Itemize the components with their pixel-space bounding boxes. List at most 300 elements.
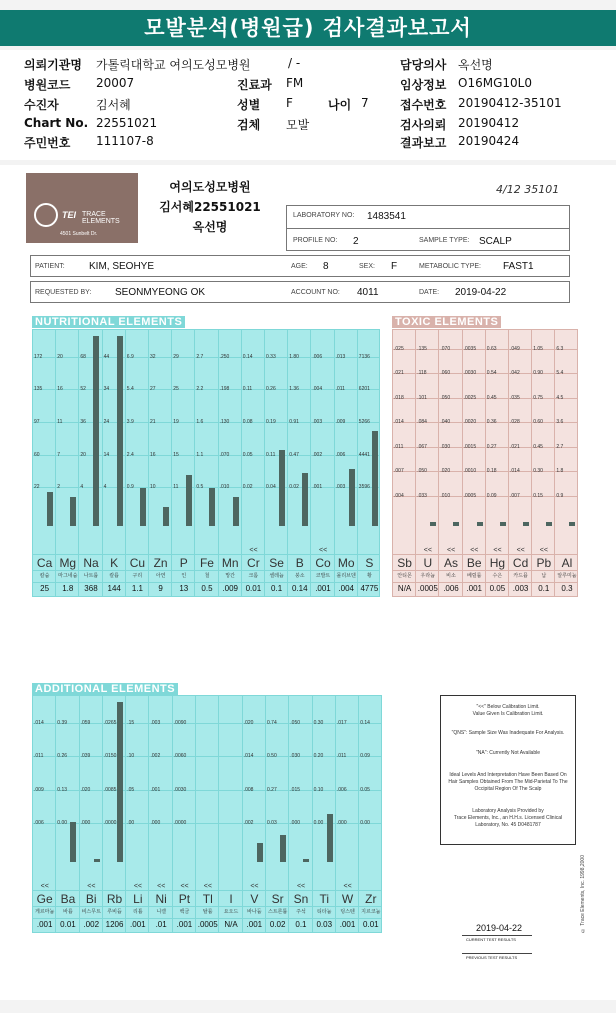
tick-label: .130 [219,419,230,425]
element-korean-name: 황 [366,573,372,579]
tick-label: 0.14 [360,720,370,726]
doctor-value: 옥선명 [458,58,493,72]
result-value: 20190424 [458,134,520,148]
element-symbol: Na [83,556,99,570]
tick-label: 0.05 [360,787,370,793]
element-result: .002 [83,920,100,929]
tick-label: 172 [34,354,43,360]
element-bar [569,522,575,526]
limit-mark: << [296,883,306,890]
element-symbol: Co [315,556,331,570]
account-label: ACCOUNT NO: [291,289,340,296]
element-korean-name: 알루미늄 [557,573,577,579]
element-bar [327,814,333,862]
element-korean-name: 우라늄 [420,573,436,579]
age-label: 나이 [328,98,352,112]
tick-label: .050 [440,395,451,401]
tick-label: 0.09 [360,753,370,759]
element-korean-name: 붕소 [294,573,305,579]
stamp-line-3: 옥선명 [192,220,228,234]
lab-info-box [286,205,570,251]
tick-label: 1.80 [289,354,299,360]
tick-label: .00 [127,820,135,826]
element-bar [209,488,215,526]
tick-label: 3596 [358,484,370,490]
element-bar [523,522,529,526]
tick-label: 16 [57,386,63,392]
tick-label: 0.75 [533,395,543,401]
element-symbol: Hg [489,556,506,570]
element-symbol: Se [269,556,284,570]
element-result: 1206 [105,920,124,929]
tick-label: 24 [103,419,110,425]
lab-report-scan [0,165,616,1000]
element-korean-name: 루비듐 [107,909,122,915]
element-symbol: Cd [512,556,529,570]
tick-label: 2.7 [196,354,204,360]
account-value: 4011 [357,287,379,298]
tick-label: 97 [34,419,40,425]
element-korean-name: 스트론튬 [267,909,288,915]
element-symbol: Pt [178,892,191,906]
tick-label: .084 [417,419,427,425]
tick-label: .0035 [463,346,477,352]
specimen-label: 검체 [237,118,261,132]
tick-label: .0000 [103,820,117,826]
tick-label: 21 [150,419,156,425]
element-result: 0.1 [538,584,550,593]
tick-label: 0.20 [313,753,324,759]
tick-label: 0.19 [266,419,276,425]
tick-label: .0085 [103,787,117,793]
tick-label: .001 [312,484,323,490]
tick-label: 0.60 [533,419,543,425]
tick-label: 2.2 [196,386,204,392]
tick-label: .000 [290,820,301,826]
element-symbol: Be [466,556,482,570]
tick-label: .0015 [463,444,477,450]
element-bar [546,522,552,526]
tick-label: .017 [336,720,347,726]
element-korean-name: 셀레늄 [269,573,284,579]
toxic-title: TOXIC ELEMENTS [392,316,501,328]
element-symbol: Ge [36,892,53,906]
element-korean-name: 탈륨 [202,909,213,915]
tei-logo [26,173,138,243]
sample-label: SAMPLE TYPE: [419,237,470,244]
tick-label: 0.45 [533,444,543,450]
logo-abbr: TEI [62,210,77,220]
additional-chart [32,695,382,933]
element-result: 25 [40,584,50,593]
tick-label: 14 [103,452,110,458]
element-bar [477,522,483,526]
element-korean-name: 칼슘 [39,573,50,579]
tick-label: 0.10 [313,787,324,793]
element-symbol: I [229,892,233,906]
dept-value: FM [286,76,304,90]
tick-label: .007 [510,493,520,499]
element-bar [302,473,308,526]
tick-label: .011 [394,444,404,450]
element-result: 0.5 [201,584,213,593]
tick-label: 0.9 [556,493,564,499]
additional-title: ADDITIONAL ELEMENTS [32,683,178,695]
element-symbol: Ni [155,892,167,906]
tick-label: 0.9 [126,484,134,490]
toxic-chart [392,329,578,597]
request-value: 20190412 [458,116,520,130]
tick-label: 44 [103,354,110,360]
tick-label: .070 [440,346,451,352]
tick-label: 0.27 [267,787,277,793]
tick-label: 0.03 [267,820,277,826]
tick-label: 0.09 [486,493,497,499]
element-symbol: Bi [85,892,97,906]
tick-label: .15 [127,720,135,726]
element-korean-name: 바나듐 [247,909,262,915]
examinee-value: 김서혜 [96,98,131,112]
tick-label: .0265 [103,720,117,726]
limit-mark: << [40,883,49,890]
tick-label: 135 [34,386,43,392]
element-symbol: Mo [337,556,355,570]
tick-label: 0.00 [57,820,68,826]
tick-label: 0.27 [486,444,497,450]
tick-label: 6.9 [126,354,134,360]
element-result: 368 [84,584,98,593]
logo-text: TRACE ELEMENTS [82,211,120,225]
tick-label: 11 [57,419,63,425]
tick-label: 0.39 [57,720,68,726]
element-bar [70,822,76,862]
limit-mark: << [87,883,96,890]
element-symbol: Ba [60,892,76,906]
element-symbol: Cr [247,556,260,570]
requested-value: SEONMYEONG OK [115,287,206,298]
tick-label: .002 [150,753,161,759]
tick-label: 19 [173,419,179,425]
element-symbol: Sn [293,892,309,906]
element-bar [279,450,285,526]
institution-value: 가톨릭대학교 여의도성모병원 [96,58,251,72]
tick-label: .002 [243,820,254,826]
tick-label: 0.18 [486,468,497,474]
tick-label: 0.26 [57,753,68,759]
note-calibration: "<<" Below Calibration Limit. Value Given Is Calibration Limit. [472,704,544,717]
element-result: .006 [443,584,459,593]
note-qns: "QNS": Sample Size Was Inadequate For Analysis. [451,730,565,736]
tick-label: 0.02 [289,484,299,490]
element-symbol: Ca [36,556,53,570]
tick-label: 5.4 [126,386,134,392]
element-result: .001 [246,920,263,929]
tick-label: .006 [34,820,44,826]
tick-label: .030 [290,753,301,759]
element-korean-name: 크롬 [248,573,259,579]
tick-label: 0.04 [266,484,276,490]
tick-label: .0030 [173,787,187,793]
tick-label: .015 [290,787,301,793]
element-result: 0.01 [60,920,76,929]
result-label: 결과보고 [400,136,447,150]
copyright-text: © Trace Elements, Inc. 1998,2000 [580,855,586,933]
element-result: 0.05 [489,584,506,593]
tick-label: 6201 [358,386,370,392]
tick-label: 29 [173,354,179,360]
tick-label: 0.00 [360,820,370,826]
element-result: 0.14 [291,584,308,593]
tick-label: .014 [34,720,44,726]
tick-label: .060 [440,370,451,376]
note-lab: Laboratory Analysis Provided by Trace Elements, Inc., an H.H.s. Licensed Clinical Laboratory, No. 45 D0481787 [453,808,563,828]
tick-label: .020 [80,787,91,793]
element-symbol: Tl [202,892,213,906]
element-symbol: U [423,556,433,570]
tick-label: .020 [243,720,254,726]
element-bar [280,835,286,862]
tick-label: 1.8 [556,468,564,474]
tick-label: 0.11 [242,386,253,392]
element-symbol: As [443,556,458,570]
age-value: 8 [323,261,329,272]
element-bar [257,843,263,862]
element-symbol: Cu [129,556,146,570]
tick-label: 0.05 [242,452,253,458]
tick-label: .014 [243,753,254,759]
element-korean-name: 게르마늄 [34,909,55,915]
tick-label: .006 [336,787,347,793]
tick-label: .000 [150,820,161,826]
element-symbol: Zn [153,556,168,570]
tick-label: 6.3 [556,346,564,352]
clinical-value: O16MG10L0 [458,76,532,90]
element-bar [93,336,99,526]
tick-label: 2.7 [556,444,564,450]
element-korean-name: 백금 [179,909,190,915]
handwritten-note: 4/12 35101 [496,183,560,196]
footer-current: CURRENT TEST RESULTS [466,937,516,942]
element-symbol: Al [561,556,573,570]
tick-label: 36 [80,419,86,425]
element-result: 0.01 [363,920,379,929]
report-title: 모발분석(병원급) 검사결과보고서 [0,10,616,46]
element-symbol: Fe [199,556,214,570]
element-korean-name: 주석 [296,909,306,915]
tick-label: 3.6 [556,419,564,425]
clinical-label: 임상정보 [400,78,447,92]
rrn-label: 주민번호 [24,136,71,150]
metabolic-value: FAST1 [503,261,534,272]
tick-label: 0.74 [267,720,277,726]
element-symbol: Sb [397,556,412,570]
tick-label: .035 [510,395,520,401]
tick-label: 34 [103,386,110,392]
tick-label: 11 [173,484,179,490]
element-korean-name: 마그네슘 [58,573,78,579]
tick-label: 0.26 [266,386,276,392]
patient-value: KIM, SEOHYE [89,261,155,272]
element-result: 9 [158,584,163,593]
sex-value: F [286,96,293,110]
tick-label: .020 [440,468,451,474]
tick-label: 4441 [358,452,370,458]
tick-label: 0.50 [267,753,277,759]
element-symbol: K [110,556,119,570]
tick-label: 0.15 [533,493,543,499]
element-korean-name: 납 [541,573,547,579]
element-korean-name: 안티몬 [397,573,412,579]
doctor-label: 담당의사 [400,58,447,72]
element-korean-name: 칼륨 [109,573,120,579]
element-korean-name: 구리 [132,573,143,579]
tick-label: .009 [34,787,44,793]
element-bar [500,522,506,526]
footer-date: 2019-04-22 [476,923,523,933]
tick-label: .006 [312,354,323,360]
tick-label: .050 [417,468,427,474]
tick-label: 22 [34,484,40,490]
tick-label: .059 [80,720,91,726]
tick-label: 5266 [358,419,370,425]
element-bar [140,488,146,526]
limit-mark: << [343,883,352,890]
element-korean-name: 수은 [492,573,503,579]
tick-label: .0020 [463,419,477,425]
limit-mark: << [250,883,259,890]
tick-label: 0.54 [486,370,497,376]
tick-label: 0.90 [533,370,543,376]
patient-box [30,255,570,277]
tick-label: .067 [417,444,427,450]
notes-box [440,695,576,845]
tick-label: .0025 [463,395,477,401]
chart-label: Chart No. [24,116,89,130]
tick-label: 52 [80,386,86,392]
hospital-code-value: 20007 [96,76,135,90]
element-korean-name: 베릴륨 [466,573,482,579]
element-bar [430,522,436,526]
element-symbol: Zr [365,892,377,906]
date-label: DATE: [419,289,440,296]
tick-label: .049 [510,346,520,352]
element-symbol: V [250,892,259,906]
tick-label: .118 [417,370,427,376]
element-result: N/A [397,584,412,593]
tick-label: 4 [103,484,107,490]
element-result: 1.1 [131,584,143,593]
tick-label: 4 [80,484,84,490]
element-bar [186,475,192,526]
element-result: 0.1 [295,920,307,929]
tick-label: .101 [417,395,427,401]
limit-mark: << [249,547,258,554]
specimen-value: 모발 [286,118,310,132]
tick-label: .028 [510,419,520,425]
tick-label: 7136 [358,354,370,360]
patient-label: PATIENT: [35,263,65,270]
limit-mark: << [516,547,525,554]
tick-label: .014 [510,468,520,474]
element-result: .0005 [197,920,218,929]
logo-address: 4501 Sunbelt Dr. [60,231,98,237]
element-bar [70,497,76,526]
element-result: 0.01 [245,584,262,593]
tick-label: .0005 [463,493,477,499]
element-result: 4775 [360,584,379,593]
dept-label: 진료과 [237,78,272,92]
age-label: AGE: [291,263,308,270]
profile-value: 2 [353,236,359,247]
tick-label: .025 [394,346,404,352]
element-symbol: W [341,892,354,906]
tick-label: .050 [290,720,301,726]
nutritional-title: NUTRITIONAL ELEMENTS [32,316,185,328]
limit-mark: << [470,547,479,554]
slash: / - [288,56,301,70]
tick-label: .009 [335,419,346,425]
tick-label: 16 [150,452,156,458]
tick-label: 0.13 [57,787,68,793]
limit-mark: << [133,883,143,890]
tick-label: .05 [127,787,135,793]
limit-mark: << [319,547,328,554]
element-symbol: Sr [271,892,284,906]
tick-label: .001 [150,787,161,793]
tick-label: .003 [312,419,323,425]
tick-label: .198 [219,386,230,392]
element-bar [349,469,355,526]
tick-label: 3.9 [126,419,134,425]
element-korean-name: 아연 [155,573,166,579]
tick-label: .250 [219,354,230,360]
tick-label: .030 [440,444,451,450]
tick-label: .011 [34,753,44,759]
tick-label: .004 [394,493,404,499]
limit-mark: << [157,883,166,890]
examinee-label: 수진자 [24,98,59,112]
element-bar [303,859,309,862]
element-bar [94,859,100,862]
element-result: N/A [224,920,238,929]
globe-icon [34,203,58,227]
tick-label: 60 [34,452,40,458]
tick-label: .039 [80,753,91,759]
tick-label: .042 [510,370,520,376]
sex-value: F [391,261,398,272]
tick-label: .003 [335,484,346,490]
tick-label: 0.30 [533,468,543,474]
tick-label: 5.4 [556,370,564,376]
element-result: 0.1 [271,584,283,593]
tick-label: 1.05 [533,346,543,352]
tick-label: 7 [57,452,60,458]
tick-label: 25 [173,386,179,392]
tick-label: .002 [312,452,323,458]
institution-label: 의뢰기관명 [24,58,82,72]
profile-label: PROFILE NO: [293,237,338,244]
element-result: .004 [338,584,354,593]
lab-no-value: 1483541 [367,211,406,222]
tick-label: 0.33 [266,354,276,360]
tick-label: 10 [150,484,156,490]
element-bar [233,497,239,526]
tick-label: .021 [394,370,404,376]
element-korean-name: 텅스텐 [340,909,355,915]
element-korean-name: 코발트 [315,573,331,579]
sex-label: 성별 [237,98,261,112]
rrn-value: 111107-8 [96,134,154,148]
